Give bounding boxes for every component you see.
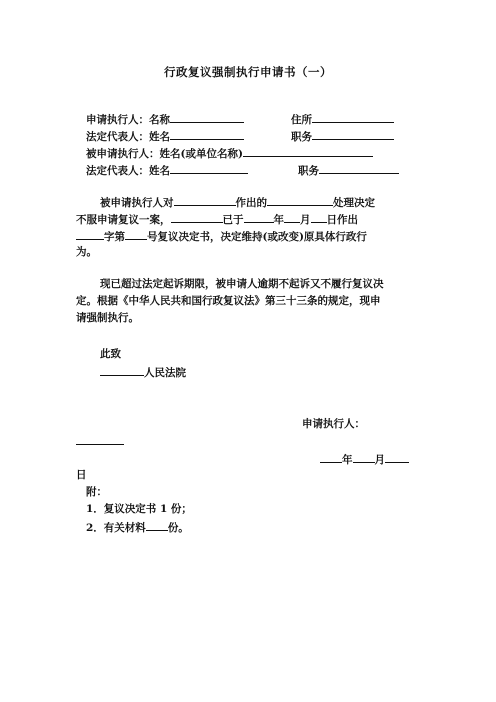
sign-month-label: 月: [374, 454, 385, 466]
para2-line3: 请强制执行。: [76, 312, 139, 324]
applicant-name-label: 申请执行人：名称: [86, 114, 170, 126]
signature-label: 申请执行人：: [302, 418, 365, 430]
month-blank[interactable]: [284, 212, 300, 223]
respondent-rep-blank[interactable]: [170, 163, 248, 174]
signature-blank[interactable]: [76, 444, 124, 445]
date-line: [320, 452, 409, 467]
review-org-blank[interactable]: [171, 212, 223, 223]
attachment-item-1: 1．复议决定书 1 份；: [86, 503, 192, 515]
para1-line2: [76, 212, 358, 227]
legal-rep-title-line: [291, 129, 394, 144]
attachment-item-2-suffix: 份。: [167, 522, 189, 534]
year-blank[interactable]: [244, 212, 274, 223]
para1-line1: [100, 195, 375, 210]
decision-maker-blank[interactable]: [174, 195, 236, 206]
para1-text-d: 不服申请复议一案，: [76, 214, 171, 226]
doc-number-blank[interactable]: [125, 229, 147, 240]
sign-day-label: 日: [76, 469, 87, 481]
respondent-rep-title-blank[interactable]: [319, 163, 399, 174]
court-label: 人民法院: [144, 367, 186, 379]
legal-rep-blank[interactable]: [170, 129, 244, 140]
para1-text-a: 被申请执行人对: [100, 197, 174, 209]
para1-month-label: 月: [300, 214, 311, 226]
para1-line4: 为。: [76, 246, 97, 258]
para1-text-c: 处理决定: [333, 197, 375, 209]
attachment-item-2: [86, 520, 189, 535]
para1-year-label: 年: [273, 214, 284, 226]
sign-month-blank[interactable]: [353, 452, 375, 463]
doc-prefix-blank[interactable]: [76, 229, 104, 240]
legal-rep-label: 法定代表人：姓名: [86, 131, 170, 143]
para2-line1: 现已超过法定起诉期限，被申请人逾期不起诉又不履行复议决: [100, 278, 384, 290]
legal-rep-title-label: 职务: [291, 131, 312, 143]
para1-text-g: 号复议决定书，决定维持(或改变)原具体行政行: [147, 231, 367, 243]
respondent-line: [86, 146, 373, 161]
para2-line2: 定。根据《中华人民共和国行政复议法》第三十三条的规定，现申: [76, 295, 381, 307]
respondent-blank[interactable]: [243, 146, 373, 157]
respondent-rep-title-line: [298, 163, 399, 178]
day-blank[interactable]: [311, 212, 327, 223]
attachment-count-blank[interactable]: [146, 520, 168, 531]
court-line: [100, 365, 186, 380]
page-title: 行政复议强制执行申请书（一）: [164, 65, 332, 79]
sign-year-label: 年: [342, 454, 353, 466]
applicant-address-label: 住所: [291, 114, 312, 126]
para1-text-e: 已于: [222, 214, 244, 226]
court-blank[interactable]: [100, 365, 144, 376]
para1-line3: [76, 229, 367, 244]
respondent-label: 被申请执行人：姓名(或单位名称): [86, 148, 243, 160]
applicant-name-blank[interactable]: [170, 112, 244, 123]
attachment-item-2-text: 2．有关材料: [86, 522, 146, 534]
respondent-rep-title-label: 职务: [298, 165, 319, 177]
applicant-name-line: [86, 112, 244, 127]
sign-day-blank[interactable]: [385, 452, 409, 463]
para1-day-label: 日作出: [326, 214, 358, 226]
para1-text-f: 字第: [104, 231, 125, 243]
applicant-address-line: [291, 112, 394, 127]
legal-rep-line: [86, 129, 244, 144]
salutation: 此致: [100, 348, 121, 360]
decision-date-blank[interactable]: [267, 195, 333, 206]
respondent-rep-line: [86, 163, 248, 178]
respondent-rep-label: 法定代表人：姓名: [86, 165, 170, 177]
attachments-heading: 附：: [86, 486, 107, 498]
applicant-address-blank[interactable]: [312, 112, 394, 123]
legal-rep-title-blank[interactable]: [312, 129, 394, 140]
para1-text-b: 作出的: [235, 197, 267, 209]
sign-year-blank[interactable]: [320, 452, 342, 463]
